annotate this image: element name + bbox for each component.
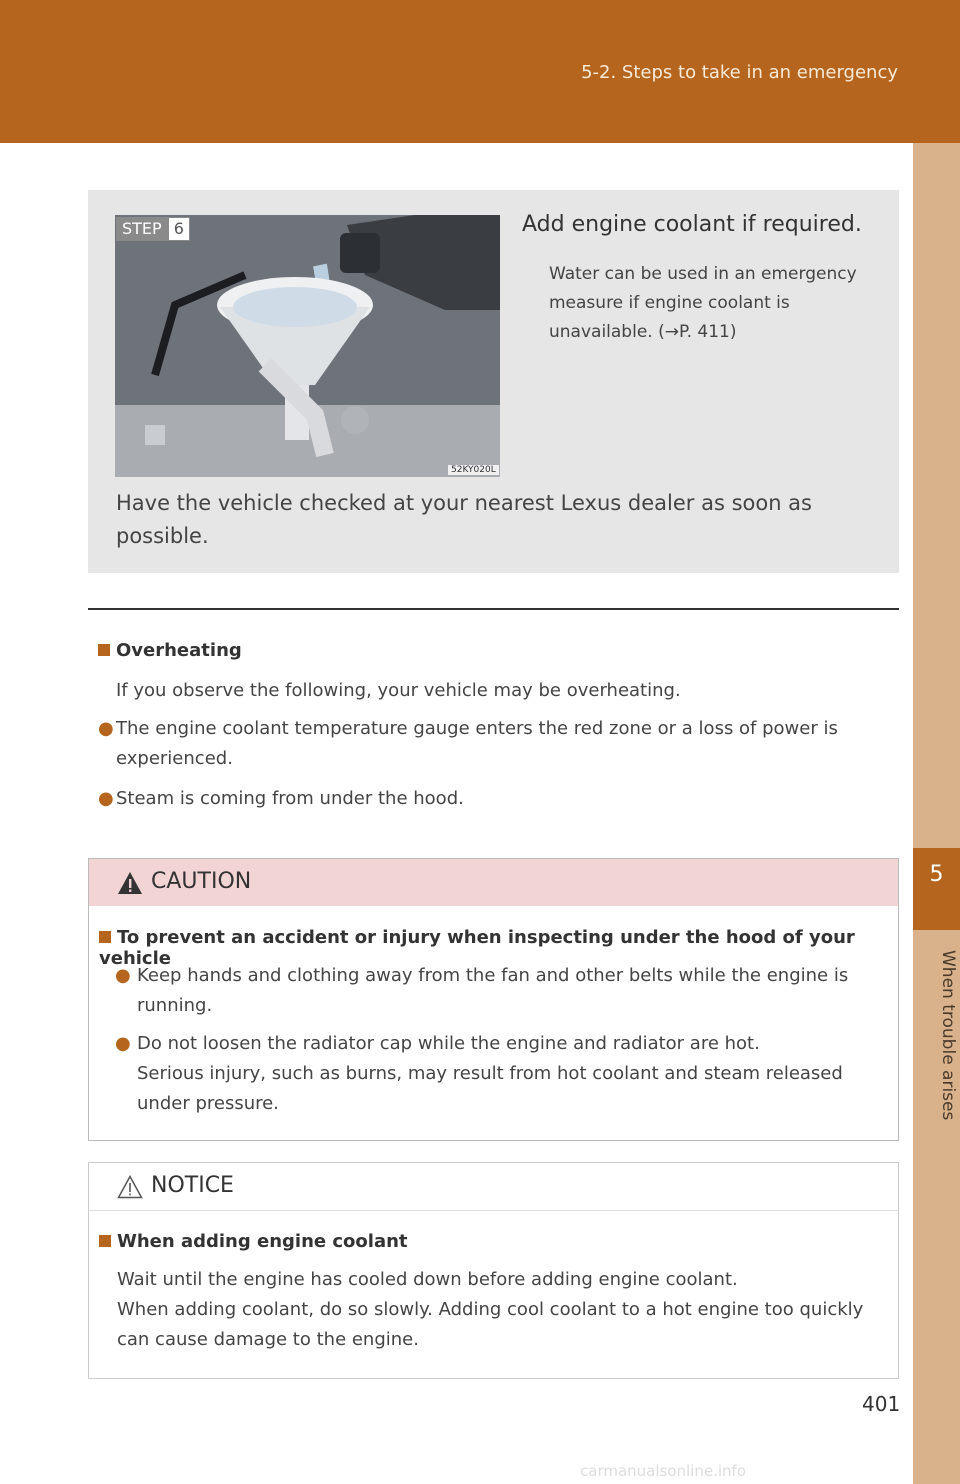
photo-code: 52KY020L xyxy=(448,465,499,475)
caution-box xyxy=(88,858,899,1141)
section-title: 5-2. Steps to take in an emergency xyxy=(581,62,898,83)
bullet-dot-icon: ● xyxy=(115,1033,131,1054)
square-bullet-icon xyxy=(99,1235,111,1247)
notice-heading-text: When adding engine coolant xyxy=(117,1231,408,1252)
list-item xyxy=(115,1029,891,1059)
chapter-side-tab xyxy=(913,143,960,1484)
caution-header xyxy=(89,859,898,906)
watermark: carmanualsonline.info xyxy=(580,1462,746,1480)
overheating-heading-text: Overheating xyxy=(116,640,242,661)
square-bullet-icon xyxy=(99,931,111,943)
notice-label: NOTICE xyxy=(151,1173,234,1198)
section-divider xyxy=(88,608,899,610)
list-item-text: The engine coolant temperature gauge enters the red zone or a loss of power is experienced. xyxy=(116,718,838,769)
notice-heading xyxy=(99,1231,408,1252)
caution-heading-text: To prevent an accident or injury when inspecting under the hood of your vehicle xyxy=(99,927,855,969)
coolant-photo xyxy=(115,215,500,477)
notice-box xyxy=(88,1162,899,1379)
list-item-text: Keep hands and clothing away from the fan and other belts while the engine is running. xyxy=(137,965,849,1016)
list-item xyxy=(115,961,891,1021)
list-item xyxy=(98,714,888,774)
list-item-text: Do not loosen the radiator cap while the engine and radiator are hot. xyxy=(137,1033,760,1054)
warning-triangle-icon xyxy=(117,871,143,895)
step-badge xyxy=(116,217,190,241)
notice-line-2: When adding coolant, do so slowly. Adding cool coolant to a hot engine too quickly can cause damage to the engine. xyxy=(117,1299,864,1350)
caution-label: CAUTION xyxy=(151,869,252,894)
page-number: 401 xyxy=(862,1392,901,1416)
square-bullet-icon xyxy=(98,644,110,656)
bullet-dot-icon: ● xyxy=(98,718,114,739)
step-title: Add engine coolant if required. xyxy=(522,212,862,237)
list-item-text: Steam is coming from under the hood. xyxy=(116,788,464,809)
step-badge-word: STEP xyxy=(116,217,168,241)
bullet-dot-icon: ● xyxy=(98,788,114,809)
chapter-label: When trouble arises xyxy=(938,950,958,1121)
list-item xyxy=(98,784,888,814)
overheating-intro: If you observe the following, your vehicle may be overheating. xyxy=(116,680,681,701)
caution-followup: Serious injury, such as burns, may result from hot coolant and steam released under pressure. xyxy=(137,1063,843,1114)
notice-line-1: Wait until the engine has cooled down before adding engine coolant. xyxy=(117,1269,738,1290)
warning-outline-icon xyxy=(117,1175,143,1199)
chapter-number-tab xyxy=(913,848,960,930)
bullet-dot-icon: ● xyxy=(115,965,131,986)
step-badge-number: 6 xyxy=(168,217,190,241)
overheating-heading xyxy=(98,640,242,661)
chapter-number: 5 xyxy=(929,862,944,887)
step-footer: Have the vehicle checked at your nearest Lexus dealer as soon as possible. xyxy=(116,491,812,548)
step-note: Water can be used in an emergency measure if engine coolant is unavailable. (→P. 411) xyxy=(549,264,857,342)
page-header xyxy=(0,0,960,143)
notice-header xyxy=(89,1163,898,1211)
